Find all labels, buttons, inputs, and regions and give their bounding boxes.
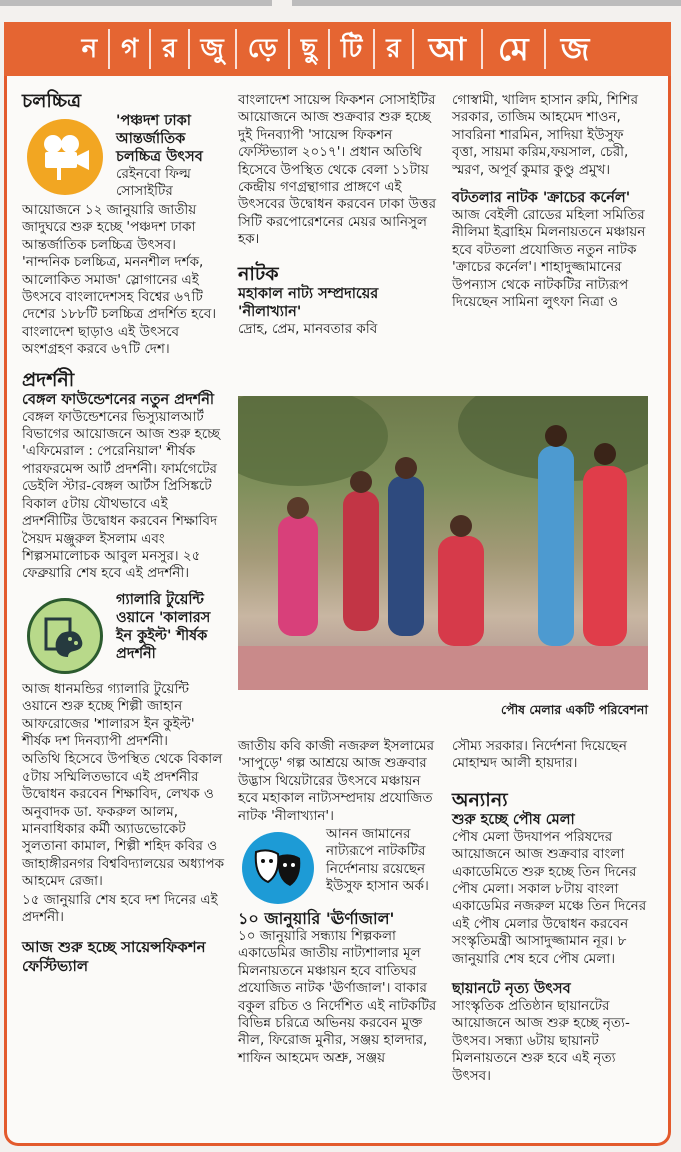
banner-char: ড়ে <box>235 29 288 69</box>
gallery-headline: গ্যালারি টুয়েন্টি ওয়ানে 'কালারস ইন কুইল্ট' শীর্ষক প্রদর্শনী <box>116 591 211 662</box>
gallery-body-1: আজ ধানমন্ডির গ্যালারি টুয়েন্টি ওয়ানে শুরু হচ্ছে শিল্পী জাহান আফরোজের 'শালারস ইন কুইল্ট' শীর্ষক দশ দিনব্যাপী প্রদর্শনী। <box>22 680 195 749</box>
crutch-body: আজ বেইলী রোডের মহিলা সমিতির নীলিমা ইব্রাহিম মিলনায়তনে মঞ্চায়ন হবে বটতলা প্রযোজিত নতুন নাটক 'ক্রাচের কর্নেল'। শাহাদুজ্জামানের উপন্যাস থেকে নাটকটির নাট্যরূপ দিয়েছেন সামিনা লুৎফা নিত্রা ও <box>452 207 646 311</box>
banner-char: র <box>149 29 187 69</box>
urnajal-body: ১০ জানুয়ারি সন্ধ্যায় শিল্পকলা একাডেমির জাতীয় নাট্যশালার মূল মিলনায়তনে মঞ্চায়ন হবে বাতিঘর প্রযোজিত নাটক 'ঊর্ণাজাল'। বাকার বকুল রচিত ও নির্দেশিত এই নাটকটির বিভিন্ন চরিত্রে অভিনয় করবেন মুক্ত নীল, ফিরোজ মুনীর, সঞ্জয় হালদার, শাফিন আহমেদ অশ্রু, সঞ্জয় <box>238 928 437 1066</box>
banner-char: র <box>373 29 411 69</box>
film-body: আয়োজনে ১২ জানুয়ারি জাতীয় জাদুঘরে শুরু হচ্ছে 'পঞ্চদশ ঢাকা আন্তর্জাতিক চলচ্চিত্র উৎসব। 'নান্দনিক চলচ্চিত্র, মননশীল দর্শক, আলোকিত সমাজ' স্লোগানের এই উৎসবে বাংলাদেশসহ বিশ্বের ৬৭টি দেশের ১৮৮টি চলচ্চিত্র প্রদর্শিত হবে। বাংলাদেশ ছাড়াও এই উৎসবে অংশগ্রহণ করবে ৬৭টি দেশ। <box>22 202 217 358</box>
photo-caption: পৌষ মেলার একটি পরিবেশনা <box>501 702 648 717</box>
exhibition-body: বেঙ্গল ফাউন্ডেশনের ভিস্যুয়ালআর্ট বিভাগের আয়োজনে আজ শুরু হচ্ছে 'এফিমেরাল : পেরেনিয়াল' শীর্ষক পারফরমেন্স আর্ট প্রদর্শনী। ফার্মগেটের ডেইলি স্টার-বেঙ্গল আর্টস প্রিসিঙ্কটে বিকাল ৫টায় যৌথভাবে এই প্রদর্শনীটির উদ্বোধন করবেন শিক্ষাবিদ সৈয়দ মঞ্জুরুল ইসলাম এবং শিল্পসমালোচক আবুল মনসুর। ২৫ ফেব্রুয়ারি শেষ হবে এই প্রদর্শনী। <box>22 408 220 582</box>
column-right-top <box>452 92 652 312</box>
section-banner <box>4 22 671 76</box>
column-right-bottom <box>452 738 652 1086</box>
section-title-film: চলচ্চিত্র <box>22 90 82 112</box>
banner-char: গ <box>108 29 149 69</box>
banner-char: ন <box>81 34 98 64</box>
column-middle-bottom <box>238 738 438 1068</box>
drama-body-1: জাতীয় কবি কাজী নজরুল ইসলামের 'সাপুড়ে' গল্প আশ্রয়ে আজ শুক্রবার উদ্ভাস থিয়েটারের উৎসবে মঞ্চায়ন হবে মহাকাল নাট্যসম্প্রদায় প্রযোজিত নাটক 'নীলাখ্যান'। <box>238 738 435 824</box>
cast-continued: গোস্বামী, খালিদ হাসান রুমি, শিশির সরকার, তাজিম আহমেদ শাওন, সাবরিনা শারমিন, সাদিয়া ইউসুফ বৃত্তা, সায়মা করিম,ফয়সাল, চেরী, স্মরণ, অপূর্ব কুমার কুণ্ডু প্রমুখ। <box>452 92 639 178</box>
film-headline: 'পঞ্চদশ ঢাকা আন্তর্জাতিক চলচ্চিত্র উৎসব <box>116 113 203 165</box>
banner-char: জু <box>188 29 235 69</box>
column-left <box>22 90 227 976</box>
dance-headline: ছায়ানটে নৃত্য উৎসব <box>452 981 571 998</box>
gallery-body-3: ১৫ জানুয়ারি শেষ হবে দশ দিনের এই প্রদর্শনী। <box>22 891 218 925</box>
banner-char: আ <box>412 29 481 69</box>
banner-char: জ <box>544 29 605 69</box>
film-icon-box <box>22 114 108 200</box>
banner-char: ছু <box>288 29 328 69</box>
dance-photo <box>238 396 648 690</box>
section-title-others: অন্যান্য <box>452 788 508 811</box>
drama-icon-box <box>238 828 318 908</box>
exhibition-headline: বেঙ্গল ফাউন্ডেশনের নতুন প্রদর্শনী <box>22 391 215 408</box>
theater-masks-icon <box>242 832 314 904</box>
gallery-icon-box <box>22 593 108 679</box>
others-body: পৌষ মেলা উদযাপন পরিষদের আয়োজনে আজ শুক্রবার বাংলা একাডেমিতে শুরু হচ্ছে তিন দিনের পৌষ মেলা। সকাল ৮টায় বাংলা একাডেমির নজরুল মঞ্চে তিন দিনের এই পৌষ মেলার উদ্বোধন করবেন সংস্কৃতিমন্ত্রী আসাদুজ্জামান নূর। ৮ জানুয়ারি শেষ হবে পৌষ মেলা। <box>452 828 647 967</box>
film-camera-icon <box>27 119 103 195</box>
section-title-drama: নাটক <box>238 262 279 285</box>
crutch-headline: বটতলার নাটক 'ক্রাচের কর্নেল' <box>452 190 631 207</box>
top-rule-right <box>292 0 681 6</box>
top-rule-left <box>0 0 272 6</box>
scifi-body: বাংলাদেশ সায়েন্স ফিকশন সোসাইটির আয়োজনে আজ শুক্রবার শুরু হচ্ছে দুই দিনব্যাপী 'সায়েন্স ফিকশন ফেস্টিভ্যাল ২০১৭'। প্রধান অতিথি হিসেবে উপস্থিত থেকে বেলা ১১টায় কেন্দ্রীয় গণগ্রন্থাগার প্রাঙ্গণে এই উৎসবের উদ্বোধন করবেন ঢাকা উত্তর সিটি করপোরেশনের মেয়র আনিসুল হক। <box>238 92 437 248</box>
others-headline: শুরু হচ্ছে পৌষ মেলা <box>452 811 575 828</box>
scifi-headline: আজ শুরু হচ্ছে সায়েন্সফিকশন ফেস্টিভ্যাল <box>22 938 206 976</box>
column-middle-top <box>238 92 438 339</box>
dance-body: সাংস্কৃতিক প্রতিষ্ঠান ছায়ানটের আয়োজনে আজ শুরু হচ্ছে নৃত্য-উৎসব। সন্ধ্যা ৬টায় ছায়ানট মিলনায়তনে শুরু হবে এই নৃত্য উৎসব। <box>452 998 630 1084</box>
drama-headline: মহাকাল নাট্য সম্প্রদায়ের 'নীলাখ্যান' <box>238 285 379 320</box>
banner-char: টি <box>328 29 374 69</box>
drama-body-2: আনন জামানের নাট্যরূপে নাটকটির নির্দেশনায় রয়েছেন ইউসুফ হাসান অর্ক। <box>326 826 429 895</box>
urnajal-headline: ১০ জানুয়ারি 'ঊর্ণাজাল' <box>238 909 395 929</box>
drama-lead: দ্রোহ, প্রেম, মানবতার কবি <box>238 320 378 337</box>
crutch-body-continued: সৌম্য সরকার। নির্দেশনা দিয়েছেন মোহাম্মদ আলী হায়দার। <box>452 738 627 772</box>
banner-char: মে <box>481 29 544 69</box>
palette-icon <box>27 598 103 674</box>
gallery-body-2: অতিথি হিসেবে উপস্থিত থেকে বিকাল ৫টায় সম্মিলিতভাবে এই প্রদর্শনীর উদ্বোধন করবেন শিক্ষাবিদ, লেখক ও অনুবাদক ডা. ফকরুল আলম, মানবাধিকার কর্মী অ্যাডভোকেট সুলতানা কামাল, শিল্পী শহিদ কবির ও জাহাঙ্গীরনগর বিশ্ববিদ্যালয়ের অধ্যাপক আহমেদ রেজা। <box>22 751 225 890</box>
section-title-exhibition: প্রদর্শনী <box>22 368 75 391</box>
film-lead: রেইনবো ফিল্ম সোসাইটির <box>116 166 191 200</box>
